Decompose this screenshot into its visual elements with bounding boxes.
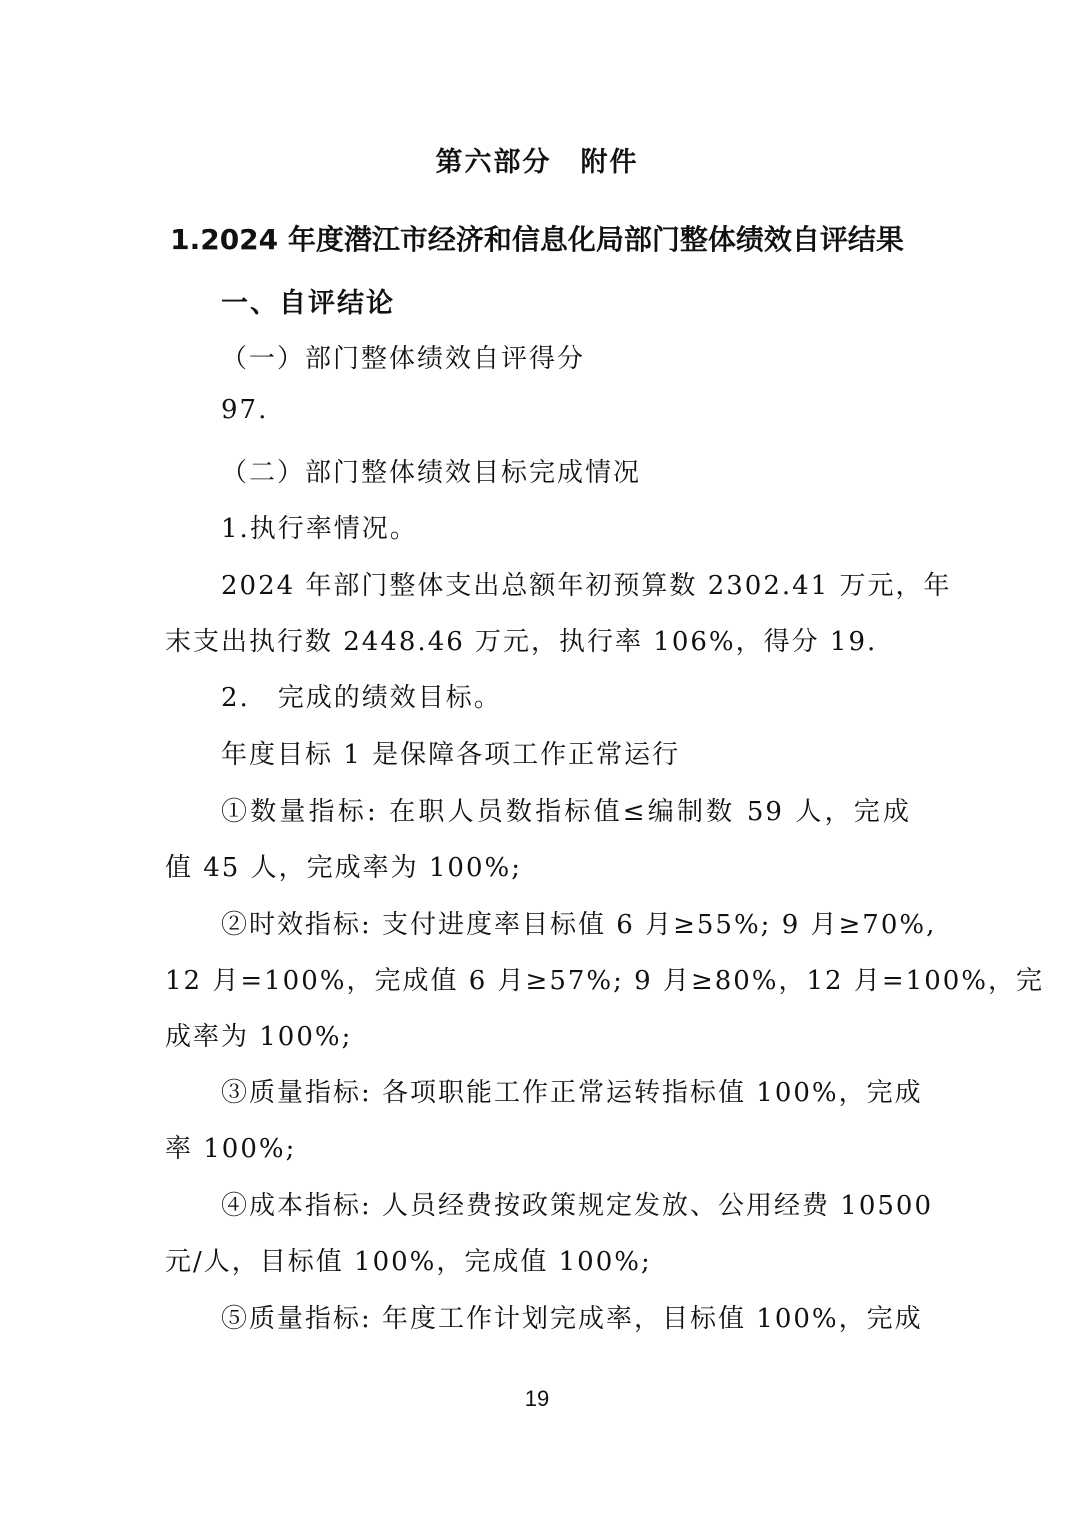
indicator-quantity-line-1: ①数量指标: 在职人员数指标值≤编制数 59 人，完成 [221,797,911,827]
score-value: 97. [221,395,269,425]
section-title: 一、自评结论 [221,288,395,319]
execution-paragraph-line-2: 末支出执行数 2448.46 万元，执行率 106%，得分 19. [165,627,878,657]
annual-goal-1: 年度目标 1 是保障各项工作正常运行 [221,740,681,770]
indicator-quantity-line-2: 值 45 人，完成率为 100%; [165,853,522,883]
document-title: 1.2024 年度潜江市经济和信息化局部门整体绩效自评结果 [170,223,904,256]
indicator-timeliness-line-3: 成率为 100%; [165,1022,353,1052]
item-execution-rate: 1.执行率情况。 [221,514,418,544]
indicator-quality-2-line-1: ⑤质量指标: 年度工作计划完成率，目标值 100%，完成 [221,1304,923,1334]
indicator-cost-line-1: ④成本指标: 人员经费按政策规定发放、公用经费 10500 [221,1191,933,1221]
indicator-cost-line-2: 元/人，目标值 100%，完成值 100%; [165,1247,652,1277]
subsection-heading-goals: （二）部门整体绩效目标完成情况 [221,458,642,488]
indicator-timeliness-line-2: 12 月=100%，完成值 6 月≥57%; 9 月≥80%，12 月=100%，完 [165,966,1044,996]
indicator-quality-line-1: ③质量指标: 各项职能工作正常运转指标值 100%，完成 [221,1078,923,1108]
page-number: 19 [524,1386,550,1411]
subsection-heading-score: （一）部门整体绩效自评得分 [221,344,586,374]
indicator-timeliness-line-1: ②时效指标: 支付进度率目标值 6 月≥55%; 9 月≥70%, [221,910,937,940]
execution-paragraph-line-1: 2024 年部门整体支出总额年初预算数 2302.41 万元，年 [221,571,952,601]
part-title: 第六部分 附件 [435,147,639,178]
indicator-quality-line-2: 率 100%; [165,1134,297,1164]
item-completed-goals: 2. 完成的绩效目标。 [221,683,502,713]
